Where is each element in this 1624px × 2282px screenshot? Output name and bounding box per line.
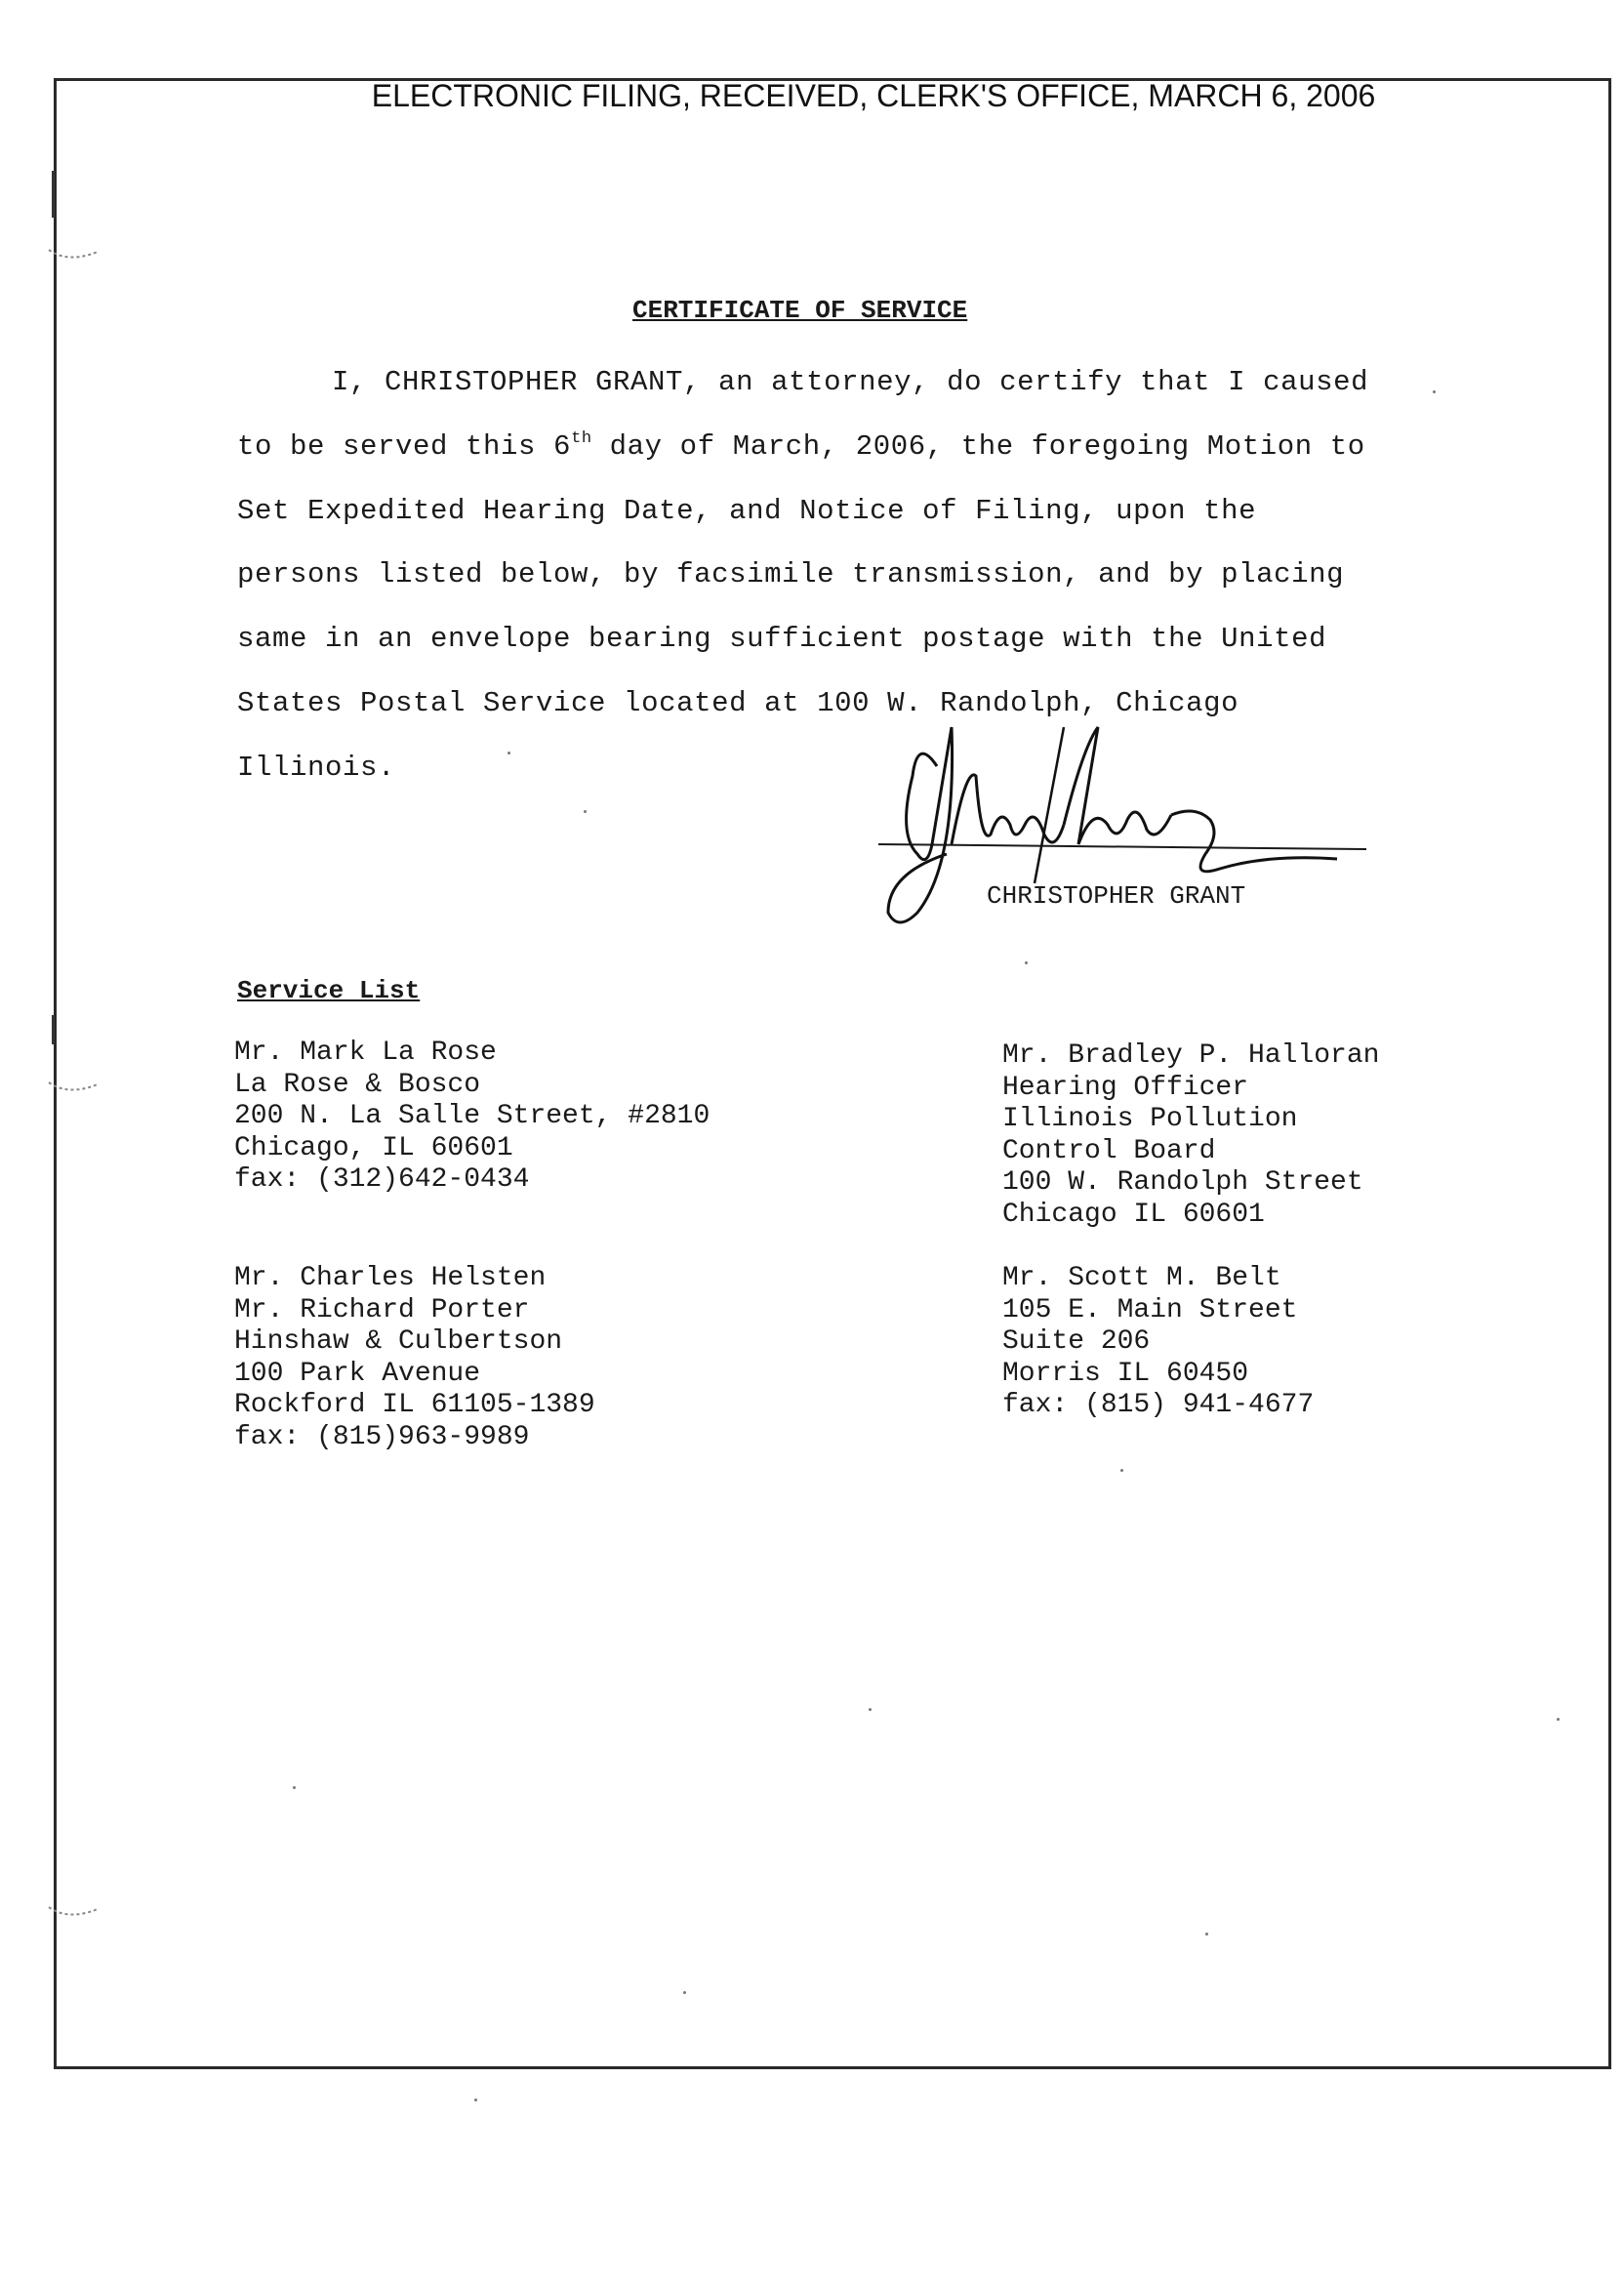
scan-speck: [1025, 961, 1028, 964]
address-line: Hearing Officer: [1002, 1072, 1249, 1103]
punch-hole-mark: [44, 1079, 102, 1098]
margin-mark: [52, 1015, 55, 1044]
scan-speck: [683, 1991, 686, 1994]
address-line: La Rose & Bosco: [234, 1069, 481, 1100]
margin-mark: [52, 171, 55, 218]
scan-speck: [1205, 1933, 1208, 1936]
address-line: Morris IL 60450: [1002, 1358, 1249, 1389]
address-line: Mr. Scott M. Belt: [1002, 1263, 1281, 1293]
address-line: Rockford IL 61105-1389: [234, 1390, 595, 1421]
body-line: States Postal Service located at 100 W. Randolph, Chicago: [237, 687, 1239, 719]
certificate-title: CERTIFICATE OF SERVICE: [632, 296, 968, 325]
scan-speck: [293, 1786, 296, 1789]
scan-speck: [1433, 390, 1436, 393]
scan-speck: [584, 810, 587, 813]
address-line: fax: (815) 941-4677: [1002, 1390, 1315, 1421]
address-line: Mr. Charles Helsten: [234, 1263, 547, 1293]
body-line: to be served this 6th day of March, 2006, the foregoing Motion to: [237, 429, 1365, 463]
address-line: 105 E. Main Street: [1002, 1294, 1298, 1325]
address-line: Mr. Bradley P. Halloran: [1002, 1040, 1380, 1071]
body-line: persons listed below, by facsimile transmission, and by placing: [237, 558, 1345, 591]
scan-speck: [1557, 1718, 1560, 1721]
address-line: Mr. Richard Porter: [234, 1294, 530, 1325]
address-line: fax: (815)963-9989: [234, 1421, 530, 1452]
address-line: Control Board: [1002, 1135, 1216, 1166]
service-entry: [234, 1038, 710, 1197]
body-line: same in an envelope bearing sufficient postage with the United: [237, 623, 1327, 655]
body-line: I, CHRISTOPHER GRANT, an attorney, do certify that I caused: [332, 366, 1369, 398]
address-line: 200 N. La Salle Street, #2810: [234, 1101, 710, 1132]
address-line: Mr. Mark La Rose: [234, 1038, 497, 1068]
address-line: Chicago, IL 60601: [234, 1132, 513, 1163]
punch-hole-mark: [44, 246, 102, 265]
address-line: fax: (312)642-0434: [234, 1164, 530, 1196]
address-line: Suite 206: [1002, 1326, 1151, 1358]
scan-speck: [1120, 1469, 1123, 1472]
address-line: 100 W. Randolph Street: [1002, 1167, 1363, 1199]
service-entry: [234, 1263, 595, 1454]
punch-hole-mark: [44, 1903, 102, 1923]
body-line: Set Expedited Hearing Date, and Notice of Filing, upon the: [237, 495, 1257, 527]
signer-name: CHRISTOPHER GRANT: [987, 881, 1246, 911]
address-line: 100 Park Avenue: [234, 1358, 481, 1389]
body-line: Illinois.: [237, 752, 396, 784]
service-entry: [1002, 1263, 1314, 1422]
service-entry: [1002, 1040, 1379, 1232]
scan-speck: [869, 1708, 872, 1711]
address-line: Hinshaw & Culbertson: [234, 1326, 563, 1358]
scan-speck: [474, 2099, 477, 2101]
service-list-heading: Service List: [237, 976, 421, 1005]
scan-speck: [508, 752, 510, 754]
address-line: Chicago IL 60601: [1002, 1199, 1265, 1230]
address-line: Illinois Pollution: [1002, 1104, 1298, 1135]
filing-stamp: ELECTRONIC FILING, RECEIVED, CLERK'S OFFICE, MARCH 6, 2006: [371, 78, 1376, 113]
